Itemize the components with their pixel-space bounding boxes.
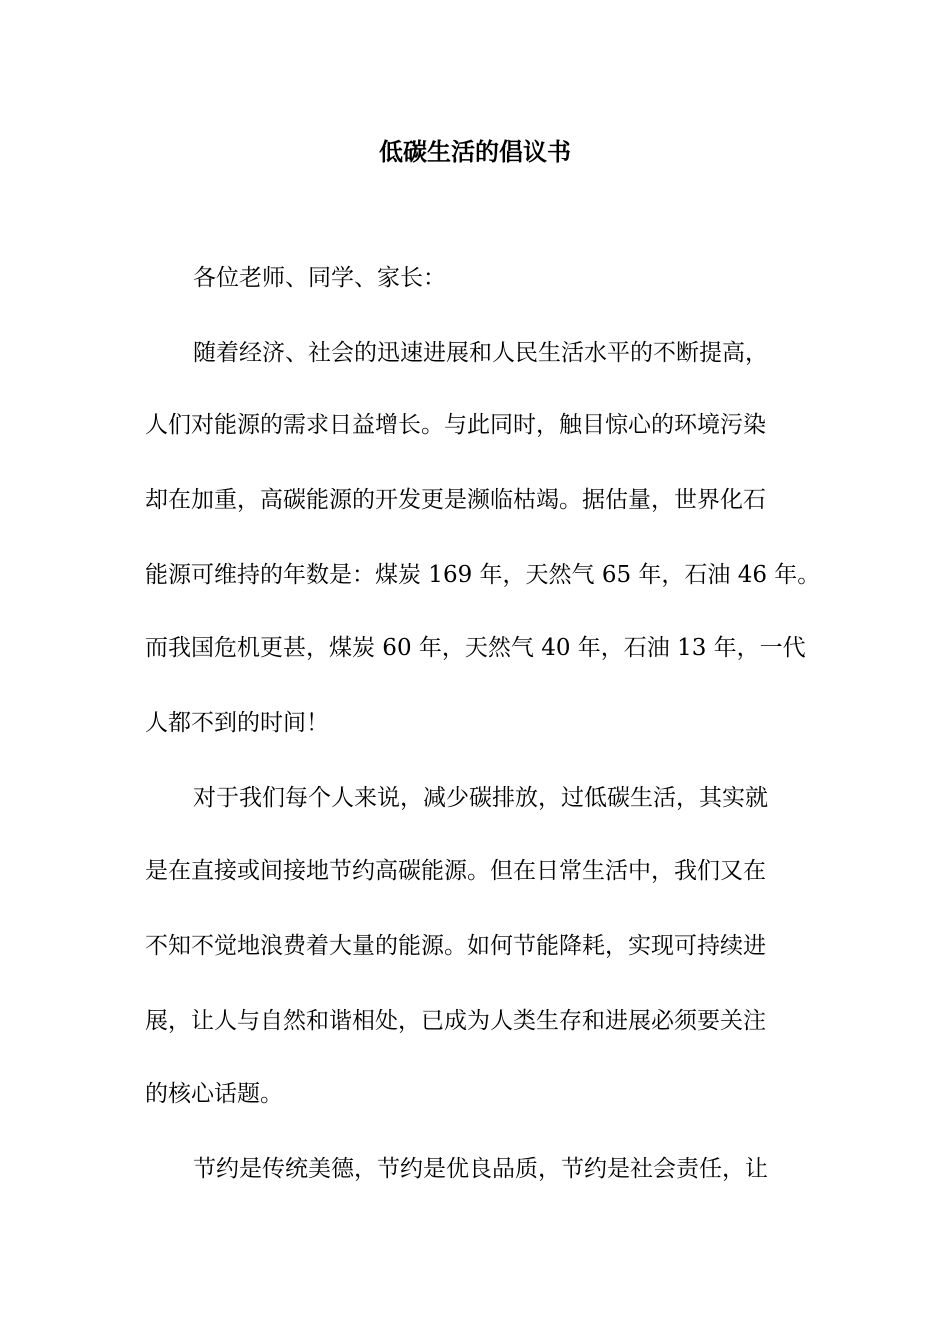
paragraph-2-line-3: 不知不觉地浪费着大量的能源。如何节能降耗，实现可持续进	[145, 933, 766, 959]
paragraph-1-line-5: 而我国危机更甚，煤炭 60 年，天然气 40 年，石油 13 年，一代	[145, 635, 806, 661]
paragraph-2-line-4: 展，让人与自然和谐相处，已成为人类生存和进展必须要关注	[145, 1008, 766, 1034]
salutation-line: 各位老师、同学、家长：	[193, 265, 446, 291]
paragraph-1-line-1: 随着经济、社会的迅速进展和人民生活水平的不断提高，	[193, 340, 768, 366]
paragraph-2-line-2: 是在直接或间接地节约高碳能源。但在日常生活中，我们又在	[145, 858, 766, 884]
paragraph-2-line-1: 对于我们每个人来说，减少碳排放，过低碳生活，其实就	[193, 785, 768, 811]
paragraph-1-line-2: 人们对能源的需求日益增长。与此同时，触目惊心的环境污染	[145, 412, 766, 438]
paragraph-1-line-6: 人都不到的时间！	[145, 710, 329, 736]
paragraph-1-line-4: 能源可维持的年数是：煤炭 169 年，天然气 65 年，石油 46 年。	[145, 562, 821, 588]
document-title: 低碳生活的倡议书	[379, 137, 571, 166]
paragraph-2-line-5: 的核心话题。	[145, 1081, 283, 1107]
paragraph-1-line-3: 却在加重，高碳能源的开发更是濒临枯竭。据估量，世界化石	[145, 487, 766, 513]
paragraph-3-line-1: 节约是传统美德，节约是优良品质，节约是社会责任，让	[193, 1156, 768, 1182]
